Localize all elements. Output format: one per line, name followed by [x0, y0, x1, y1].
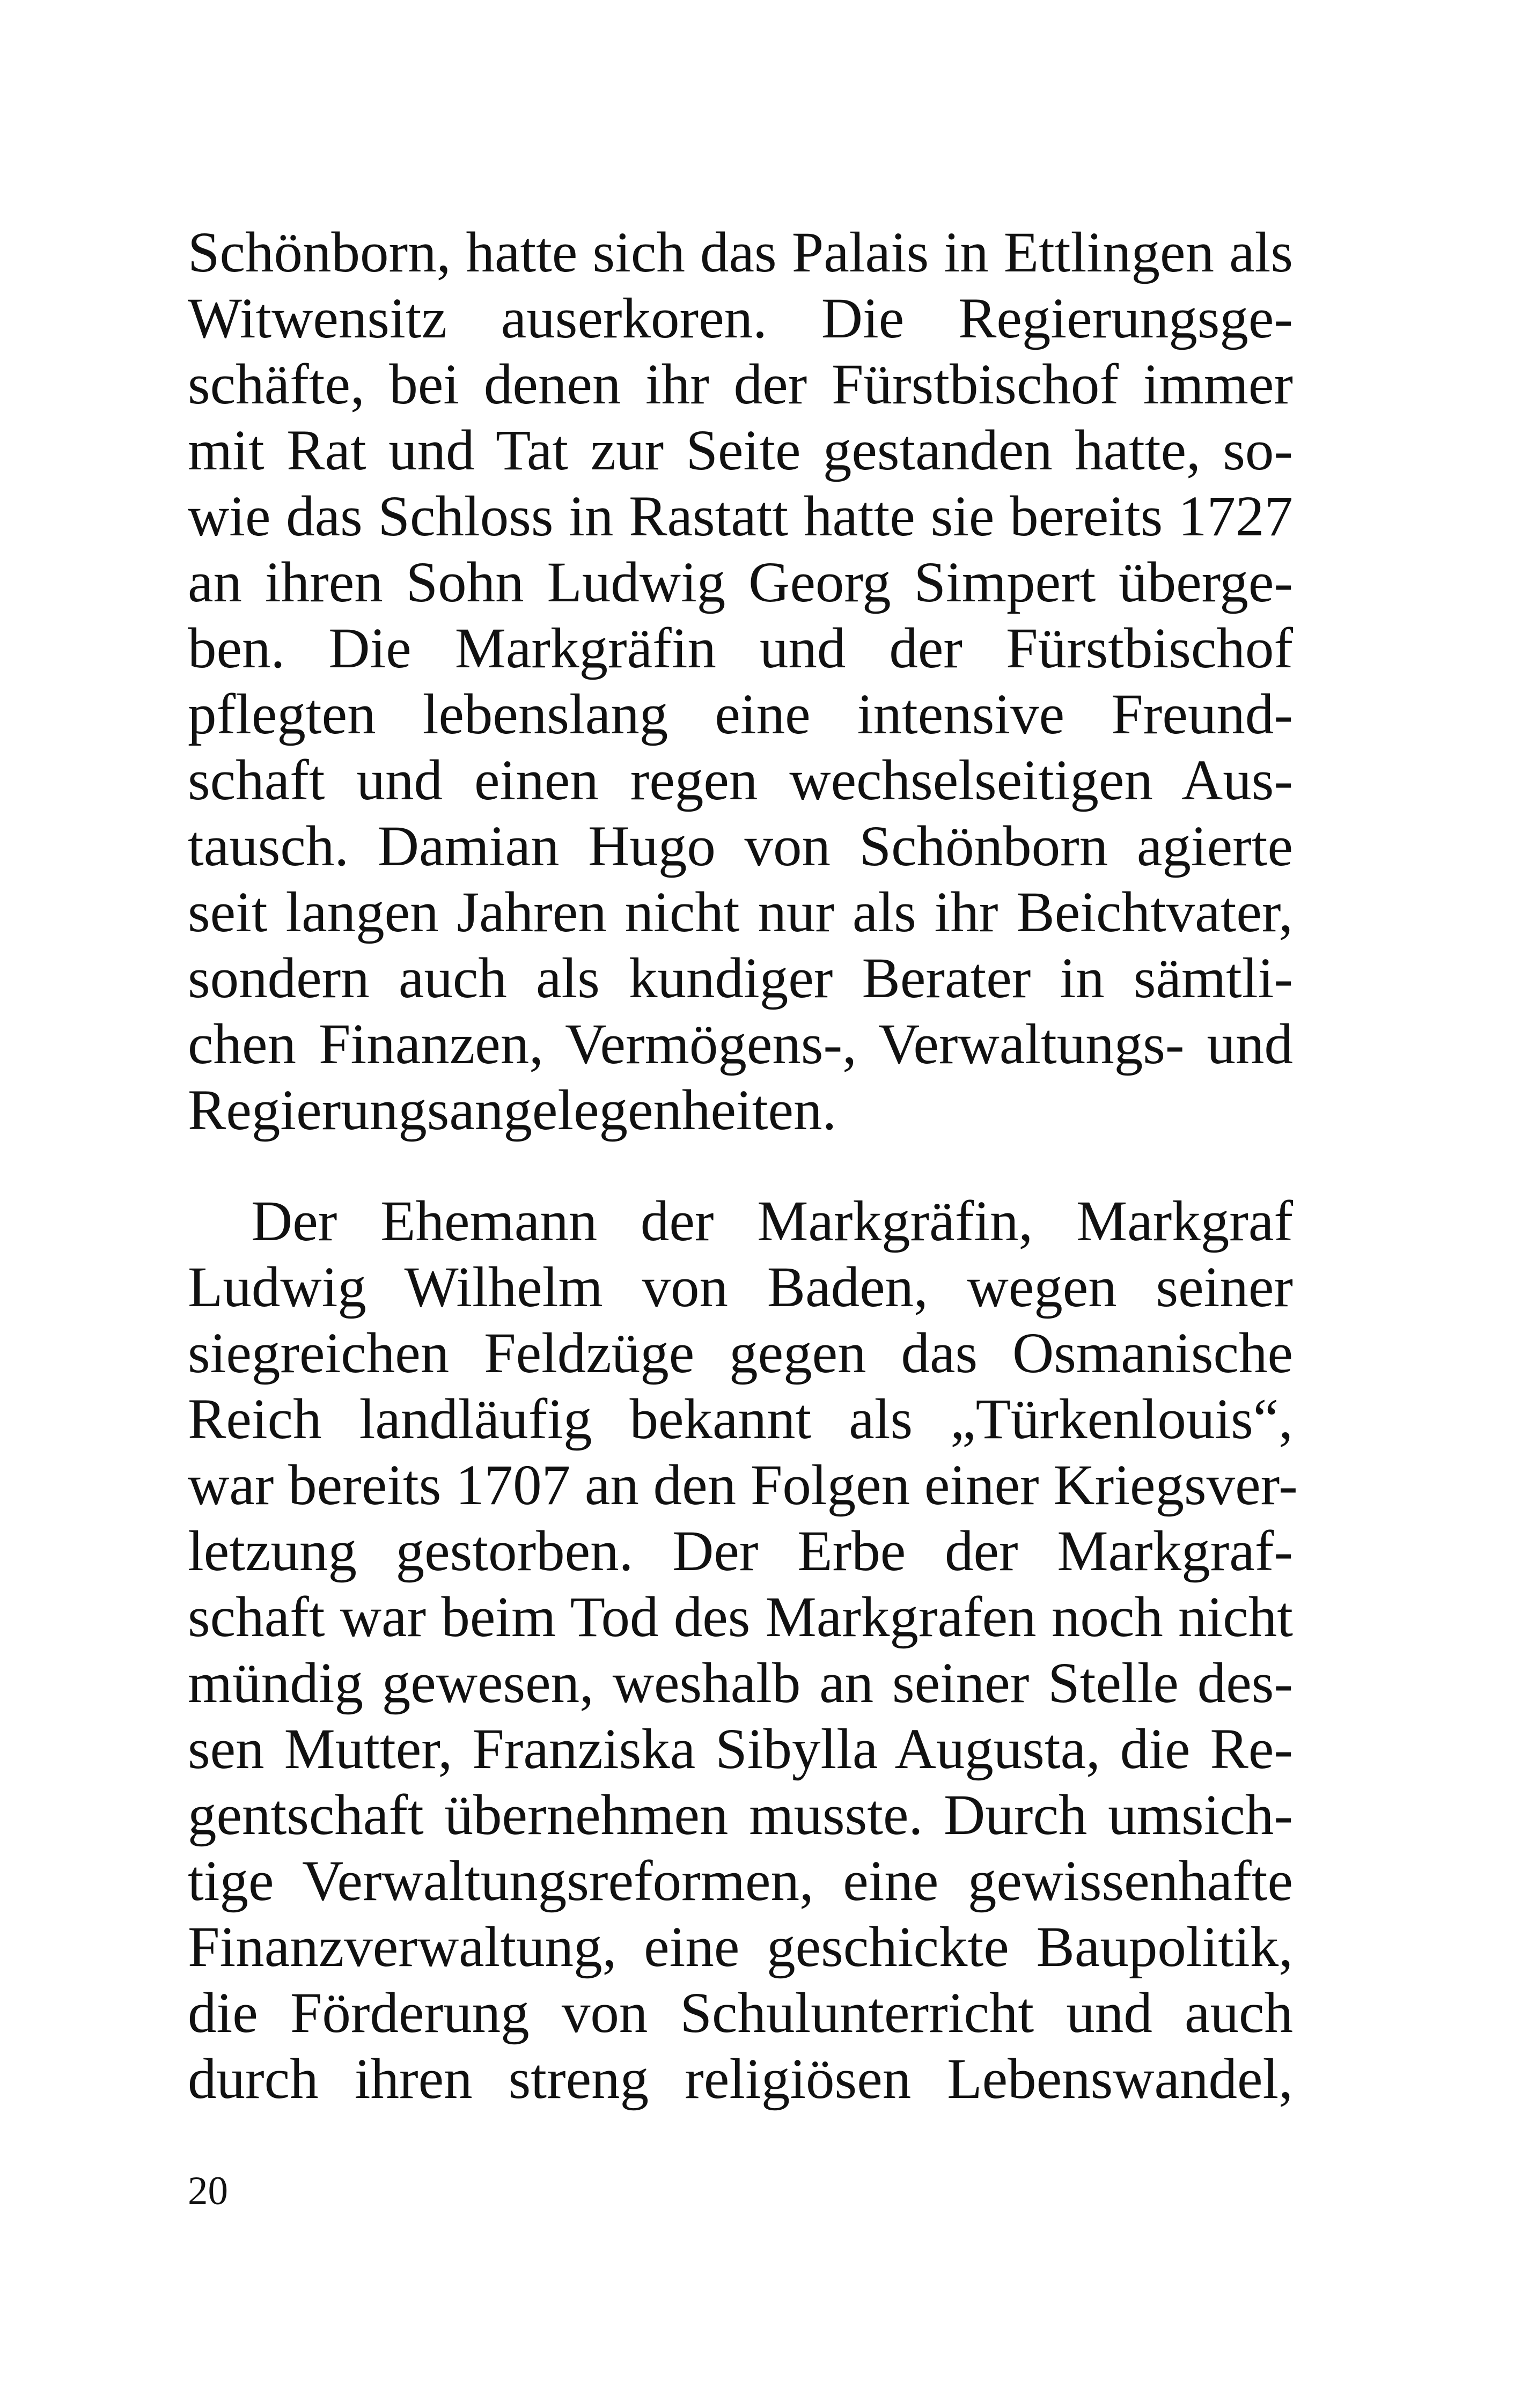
text-line: tausch. Damian Hugo von Schönborn agierte — [188, 815, 1293, 878]
text-line: Witwensitz auserkoren. Die Regierungsge- — [188, 287, 1293, 350]
text-line: Finanzverwaltung, eine geschickte Baupolitik, — [188, 1916, 1293, 1979]
text-line: an ihren Sohn Ludwig Georg Simpert überge- — [188, 551, 1293, 614]
text-line: gentschaft übernehmen musste. Durch umsich- — [188, 1784, 1293, 1847]
text-line: sondern auch als kundiger Berater in sämtli- — [188, 947, 1293, 1010]
text-line: Reich landläufig bekannt als „Türkenlouis“, — [188, 1388, 1293, 1451]
text-line: mündig gewesen, weshalb an seiner Stelle des- — [188, 1652, 1293, 1715]
text-line: siegreichen Feldzüge gegen das Osmanische — [188, 1322, 1293, 1385]
text-line: schaft war beim Tod des Markgrafen noch nicht — [188, 1586, 1293, 1649]
text-line: chen Finanzen, Vermögens-, Verwaltungs- und — [188, 1013, 1293, 1076]
text-line: mit Rat und Tat zur Seite gestanden hatte, so- — [188, 419, 1293, 482]
text-line: letzung gestorben. Der Erbe der Markgraf- — [188, 1520, 1293, 1583]
text-line: ben. Die Markgräfin und der Fürstbischof — [188, 617, 1293, 680]
paragraph-2 — [188, 1189, 1298, 2112]
text-line: pflegten lebenslang eine intensive Freund- — [188, 683, 1293, 746]
text-line: schaft und einen regen wechselseitigen Aus- — [188, 749, 1293, 812]
text-line: wie das Schloss in Rastatt hatte sie bereits 1727 — [188, 485, 1293, 548]
text-line: Regierungsangelegenheiten. — [188, 1079, 837, 1142]
paragraph-spacer — [188, 1144, 1293, 1189]
text-line: tige Verwaltungsreformen, eine gewissenhafte — [188, 1850, 1293, 1913]
text-line: sen Mutter, Franziska Sibylla Augusta, die Re- — [188, 1718, 1293, 1781]
text-line: war bereits 1707 an den Folgen einer Kriegsver- — [188, 1454, 1298, 1517]
text-line: Ludwig Wilhelm von Baden, wegen seiner — [188, 1256, 1293, 1319]
paragraph-1 — [188, 220, 1293, 1144]
text-line: Der Ehemann der Markgräfin, Markgraf — [251, 1190, 1293, 1253]
text-line: schäfte, bei denen ihr der Fürstbischof immer — [188, 353, 1293, 416]
page-number: 20 — [188, 2169, 228, 2213]
text-line: Schönborn, hatte sich das Palais in Ettlingen als — [188, 221, 1293, 284]
body-text — [188, 220, 1298, 2112]
text-line: seit langen Jahren nicht nur als ihr Beichtvater, — [188, 881, 1293, 944]
text-line: durch ihren streng religiösen Lebenswandel, — [188, 2048, 1293, 2111]
text-line: die Förderung von Schulunterricht und auch — [188, 1982, 1293, 2045]
